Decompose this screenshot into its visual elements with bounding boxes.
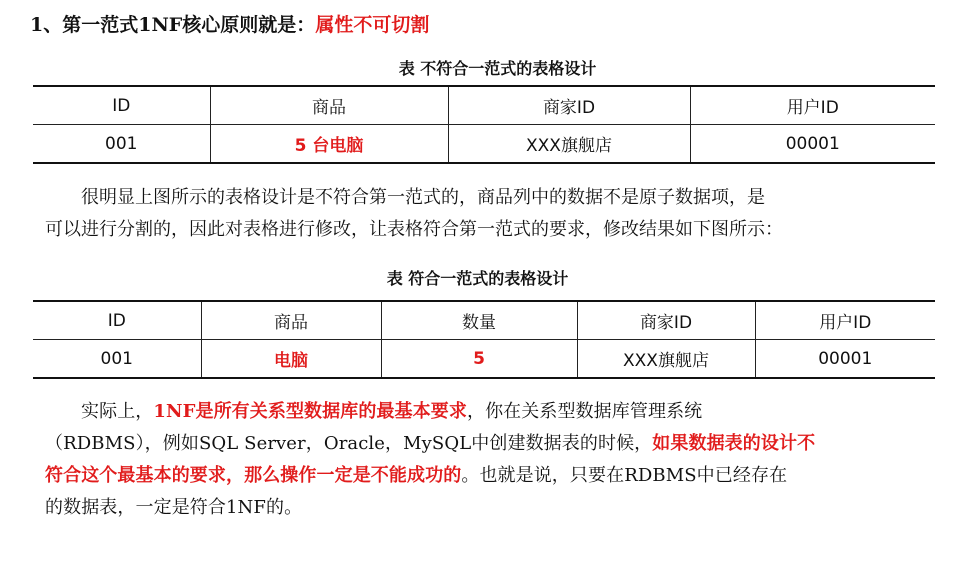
table-cell: 001 [33,340,201,379]
table-non-1nf [33,85,935,164]
header-cell: 商品 [201,301,381,340]
table-header-row [33,301,935,340]
heading-prefix: 1、第一范式1NF核心原则就是： [30,14,316,36]
table-cell: 001 [33,125,210,164]
table-cell: 5 [381,340,577,379]
paragraph-line: 很明显上图所示的表格设计是不符合第一范式的，商品列中的数据不是原子数据项，是 [81,187,765,208]
section-heading [30,10,429,37]
paragraph-line: 符合这个最基本的要求，那么操作一定是不能成功的。也就是说，只要在RDBMS中已经存在 [45,465,788,486]
table-cell: XXX旗舰店 [448,125,690,164]
header-cell: 商品 [210,86,448,125]
table-cell: 5 台电脑 [210,125,448,164]
header-cell: 用户ID [755,301,935,340]
table1-caption: 表 不符合一范式的表格设计 [398,59,597,78]
header-cell: ID [33,86,210,125]
table-cell: 00001 [755,340,935,379]
header-cell: 商家ID [577,301,755,340]
header-cell: 商家ID [448,86,690,125]
table-cell: XXX旗舰店 [577,340,755,379]
header-cell: 用户ID [690,86,935,125]
paragraph-line: 实际上，1NF是所有关系型数据库的最基本要求，你在关系型数据库管理系统 [81,401,703,422]
header-cell: 数量 [381,301,577,340]
heading-emphasis: 属性不可切割 [315,14,430,36]
table2-caption: 表 符合一范式的表格设计 [386,269,569,288]
table-row [33,125,935,164]
paragraph-line: 的数据表，一定是符合1NF的。 [45,497,303,518]
paragraph-line: （RDBMS），例如SQL Server，Oracle，MySQL中创建数据表的时候，如果数据表的设计不 [45,433,816,454]
table-header-row [33,86,935,125]
table-row [33,340,935,379]
summary-paragraph [45,396,925,524]
table-cell: 00001 [690,125,935,164]
table-1nf [33,300,935,379]
header-cell: ID [33,301,201,340]
table-cell: 电脑 [201,340,381,379]
explanation-paragraph [45,182,925,246]
paragraph-line: 可以进行分割的，因此对表格进行修改，让表格符合第一范式的要求，修改结果如下图所示： [45,219,783,240]
